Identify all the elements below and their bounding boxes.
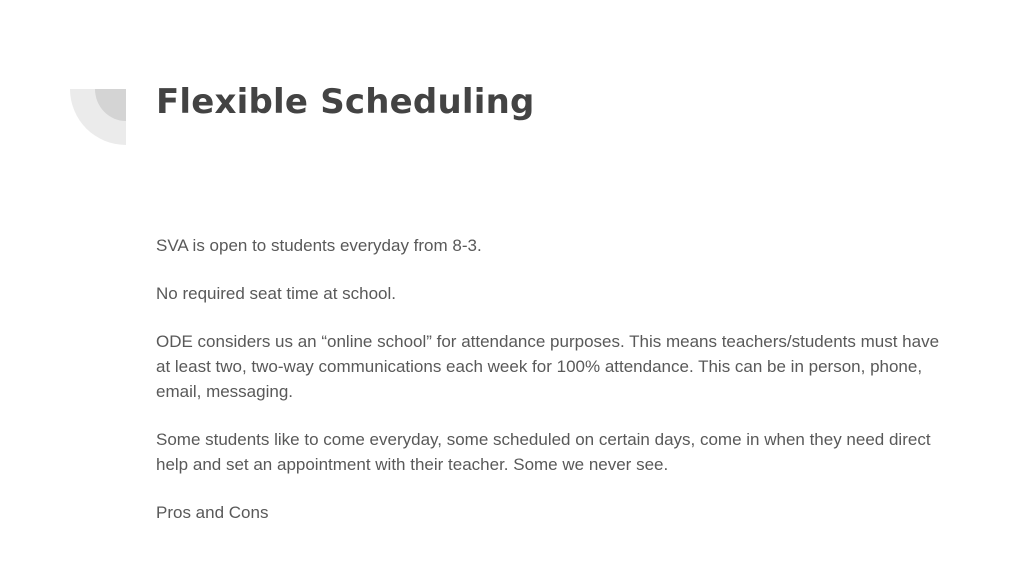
- slide-title: Flexible Scheduling: [156, 82, 535, 122]
- paragraph-student-schedules: Some students like to come everyday, some scheduled on certain days, come in when they need direct help and set an appointment with their teacher. Some we never see.: [156, 430, 931, 474]
- paragraph-open-hours: SVA is open to students everyday from 8-3.: [156, 236, 482, 255]
- slide-body: [156, 233, 946, 548]
- paragraph-seat-time: No required seat time at school.: [156, 284, 397, 303]
- paragraph-ode-attendance: ODE considers us an “online school” for attendance purposes. This means teachers/students must have at least two, two-way communications each week for 100% attendance. This can be in person, phone, email, messaging.: [156, 332, 940, 401]
- quarter-circle-decoration: [70, 89, 126, 145]
- paragraph-pros-cons: Pros and Cons: [156, 503, 269, 522]
